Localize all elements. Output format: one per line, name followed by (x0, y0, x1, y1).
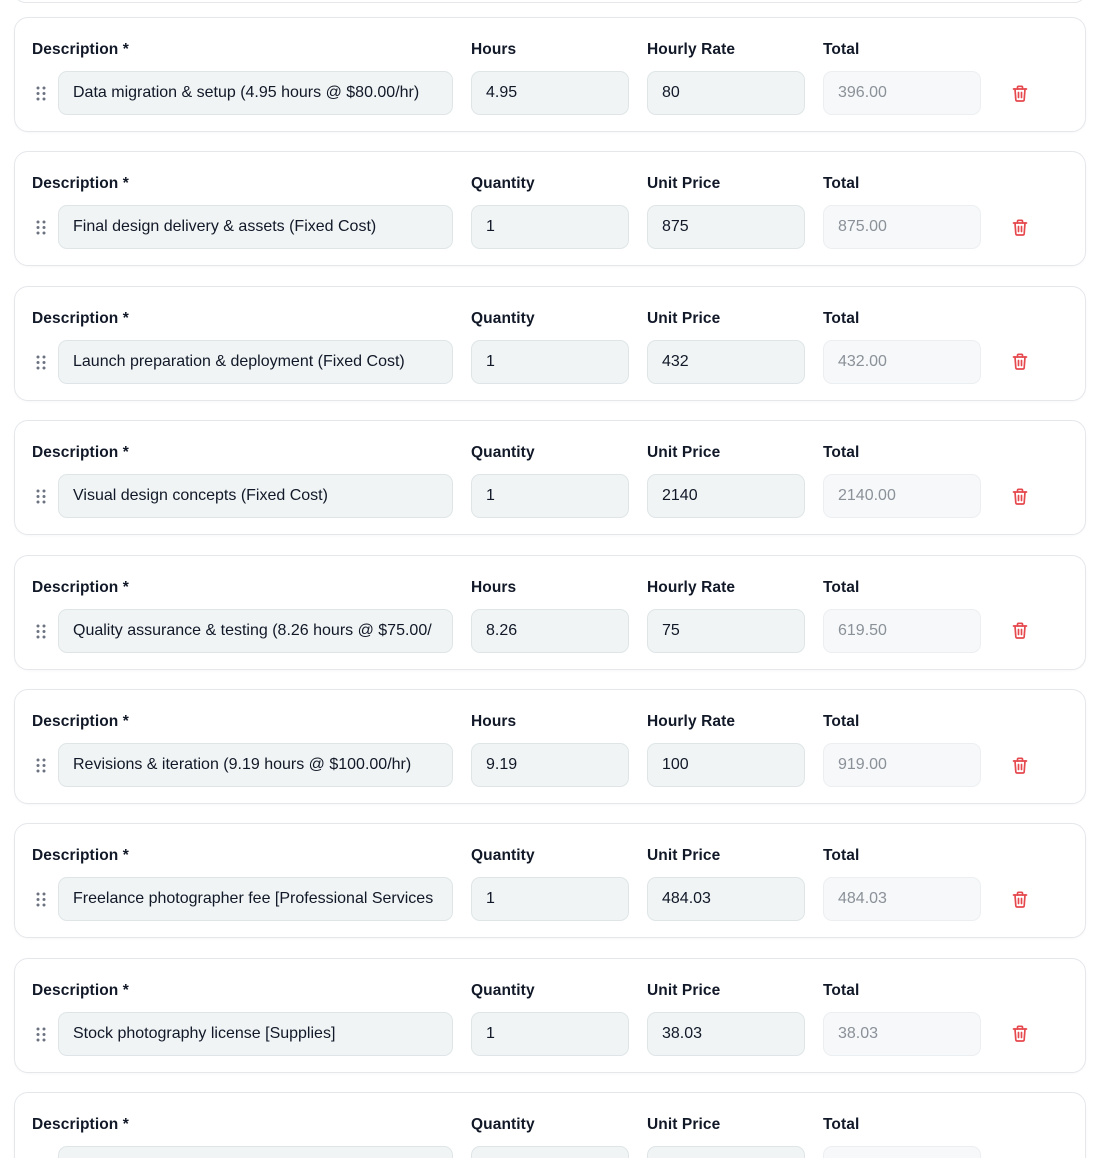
description-label: Description * (32, 41, 129, 58)
quantity-input[interactable] (471, 877, 629, 921)
description-input[interactable] (58, 609, 453, 653)
quantity-input[interactable] (471, 1012, 629, 1056)
delete-line-item-button[interactable] (1009, 620, 1031, 642)
description-label: Description * (32, 1116, 129, 1134)
description-input[interactable] (58, 474, 453, 518)
total-label: Total (823, 309, 860, 327)
price-label: Unit Price (647, 175, 721, 193)
line-item-card (14, 555, 1086, 670)
quantity-input[interactable] (471, 71, 629, 115)
quantity-label: Quantity (471, 847, 535, 865)
price-input[interactable] (647, 474, 805, 518)
price-input[interactable] (647, 340, 805, 384)
trash-icon (1012, 85, 1028, 102)
delete-line-item-button[interactable] (1009, 485, 1031, 507)
grip-vertical-icon[interactable] (36, 624, 46, 639)
line-item-card (14, 1092, 1086, 1158)
total-field (823, 609, 981, 653)
trash-icon (1012, 622, 1028, 639)
price-label: Unit Price (647, 981, 721, 999)
price-label: Hourly Rate (647, 578, 736, 596)
total-label: Total (823, 847, 860, 865)
price-input[interactable] (647, 609, 805, 653)
quantity-label: Quantity (471, 981, 535, 999)
grip-vertical-icon[interactable] (36, 489, 46, 504)
description-input[interactable] (58, 743, 453, 787)
quantity-label: Hours (471, 41, 517, 58)
delete-line-item-button[interactable] (1009, 351, 1031, 373)
total-label: Total (823, 713, 860, 730)
total-label: Total (823, 444, 860, 462)
grip-vertical-icon[interactable] (36, 892, 46, 907)
description-input[interactable] (58, 71, 453, 115)
grip-vertical-icon[interactable] (36, 355, 46, 370)
grip-vertical-icon[interactable] (36, 86, 46, 101)
description-input[interactable] (58, 877, 453, 921)
line-item-card (14, 151, 1086, 266)
description-input[interactable] (58, 1146, 453, 1158)
description-input[interactable] (58, 1012, 453, 1056)
price-input[interactable] (647, 1146, 805, 1158)
line-item-card (14, 958, 1086, 1073)
quantity-label: Quantity (471, 444, 535, 462)
quantity-label: Hours (471, 713, 517, 730)
quantity-input[interactable] (471, 474, 629, 518)
delete-line-item-button[interactable] (1009, 754, 1031, 776)
price-label: Unit Price (647, 309, 721, 327)
total-label: Total (823, 1116, 860, 1134)
quantity-label: Hours (471, 578, 517, 596)
trash-icon (1012, 219, 1028, 236)
total-field (823, 1146, 981, 1158)
delete-line-item-button[interactable] (1009, 82, 1031, 104)
quantity-input[interactable] (471, 1146, 629, 1158)
line-item-card (14, 17, 1086, 132)
price-label: Unit Price (647, 1116, 721, 1134)
line-item-card (14, 286, 1086, 401)
total-field (823, 1012, 981, 1056)
price-input[interactable] (647, 743, 805, 787)
price-label: Hourly Rate (647, 713, 736, 730)
delete-line-item-button[interactable] (1009, 216, 1031, 238)
total-field (823, 474, 981, 518)
trash-icon (1012, 488, 1028, 505)
previous-line-item-edge (14, 0, 1086, 3)
quantity-label: Quantity (471, 175, 535, 193)
price-label: Unit Price (647, 847, 721, 865)
description-input[interactable] (58, 205, 453, 249)
quantity-input[interactable] (471, 743, 629, 787)
total-field (823, 877, 981, 921)
total-label: Total (823, 578, 860, 596)
trash-icon (1012, 891, 1028, 908)
quantity-label: Quantity (471, 309, 535, 327)
total-label: Total (823, 175, 860, 193)
trash-icon (1012, 1025, 1028, 1042)
total-label: Total (823, 981, 860, 999)
total-field (823, 205, 981, 249)
trash-icon (1012, 353, 1028, 370)
trash-icon (1012, 757, 1028, 774)
price-input[interactable] (647, 205, 805, 249)
description-label: Description * (32, 309, 129, 327)
delete-line-item-button[interactable] (1009, 888, 1031, 910)
grip-vertical-icon[interactable] (36, 758, 46, 773)
price-label: Unit Price (647, 444, 721, 462)
quantity-input[interactable] (471, 609, 629, 653)
price-input[interactable] (647, 877, 805, 921)
description-label: Description * (32, 444, 129, 462)
quantity-input[interactable] (471, 205, 629, 249)
description-label: Description * (32, 847, 129, 865)
price-label: Hourly Rate (647, 41, 736, 58)
description-input[interactable] (58, 340, 453, 384)
grip-vertical-icon[interactable] (36, 1027, 46, 1042)
delete-line-item-button[interactable] (1009, 1023, 1031, 1045)
quantity-input[interactable] (471, 340, 629, 384)
description-label: Description * (32, 578, 129, 596)
total-label: Total (823, 41, 860, 58)
description-label: Description * (32, 713, 129, 730)
description-label: Description * (32, 981, 129, 999)
price-input[interactable] (647, 1012, 805, 1056)
description-label: Description * (32, 175, 129, 193)
price-input[interactable] (647, 71, 805, 115)
grip-vertical-icon[interactable] (36, 220, 46, 235)
line-item-card (14, 420, 1086, 535)
total-field (823, 71, 981, 115)
quantity-label: Quantity (471, 1116, 535, 1134)
line-item-card (14, 689, 1086, 804)
line-item-card (14, 823, 1086, 938)
total-field (823, 340, 981, 384)
total-field (823, 743, 981, 787)
